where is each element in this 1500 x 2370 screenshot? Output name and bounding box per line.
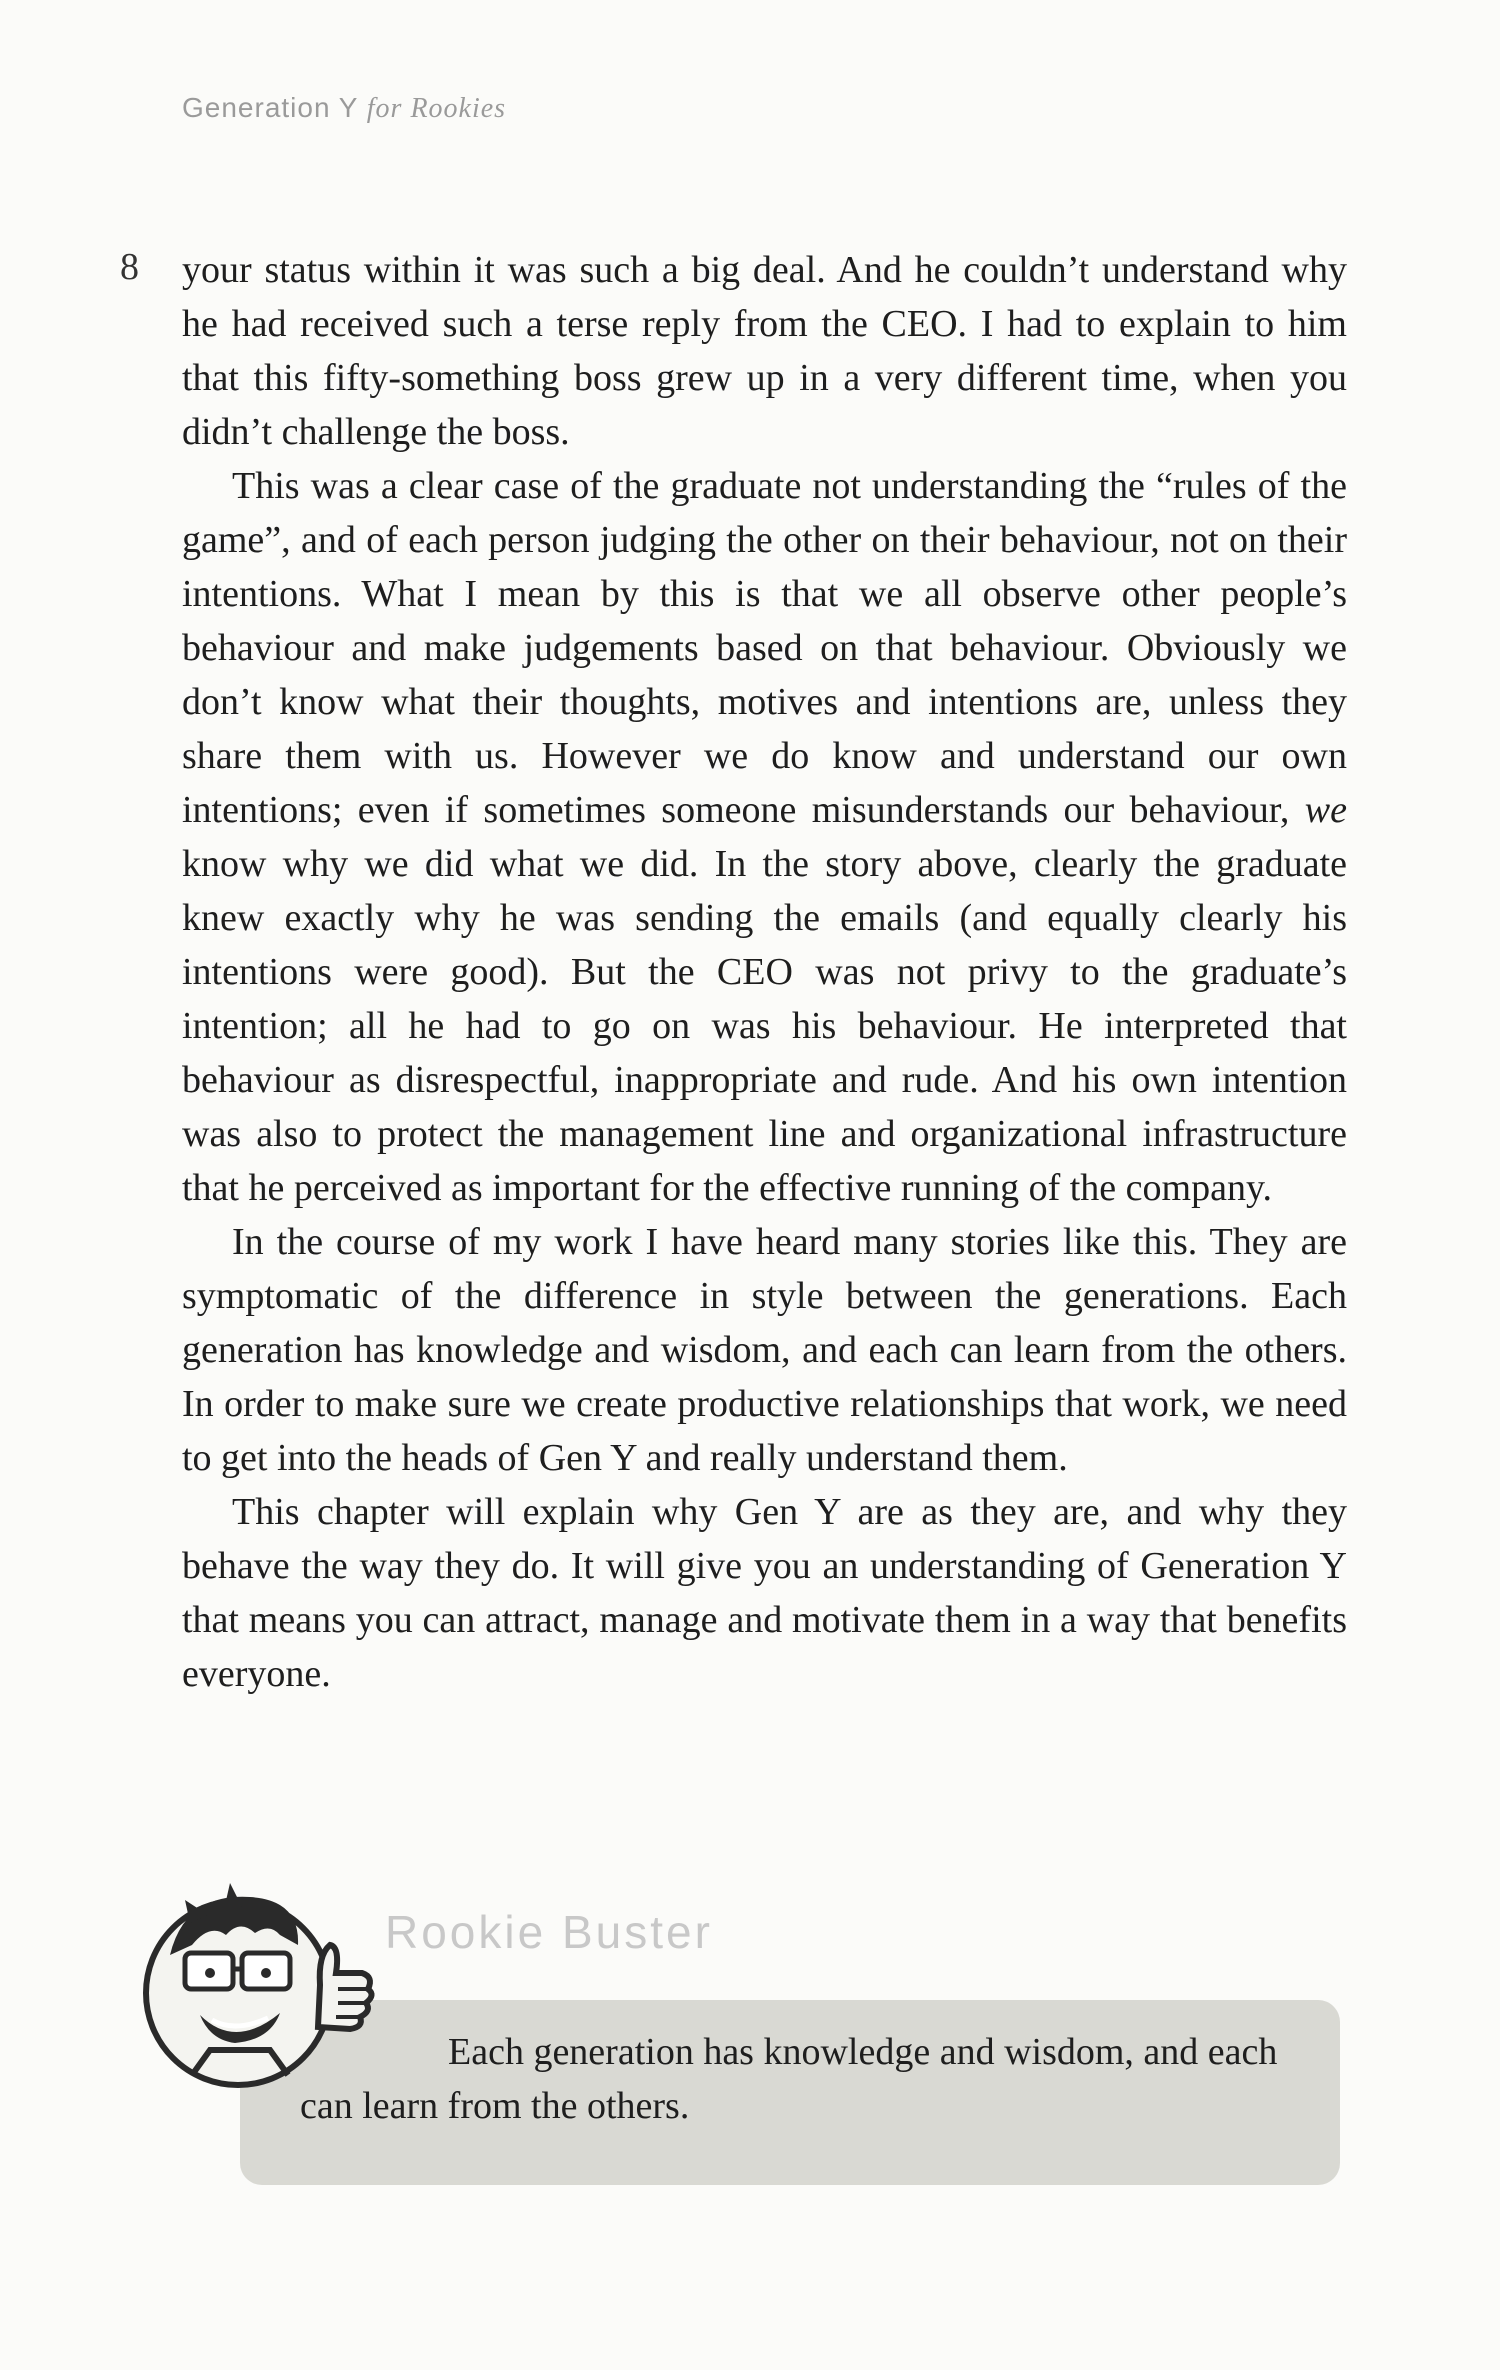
running-head-title: Generation Y [182, 92, 367, 123]
paragraph-1 [182, 243, 1347, 459]
body-text [182, 243, 1347, 1701]
rookie-buster-quote [300, 2025, 1320, 2133]
rookie-buster-callout [130, 1875, 1360, 2195]
paragraph-2-tail: know why we did what we did. In the story above, clearly the graduate knew exactly why he was sending the emails (and equally clearly his intentions were good). But the CEO was not privy to the graduate’s intention; all he had to go on was his behaviour. He interpreted that behaviour as disrespectful, inappropriate and rude. And his own intention was also to protect the management line and organizational infrastructure that he perceived as important for the effective running of the company. [182, 843, 1347, 1209]
rookie-mascot-thumbs-up-icon [130, 1875, 380, 2125]
page-number: 8 [120, 246, 139, 288]
paragraph-4 [182, 1485, 1347, 1701]
running-head-title-italic: for Rookies [366, 93, 507, 124]
paragraph-2 [182, 459, 1347, 1215]
paragraph-2-text: This was a clear case of the graduate not understanding the “rules of the game”, and of each person judging the other on their behaviour, not on their intentions. What I mean by this is that we all observe other people’s behaviour and make judgements based on that behaviour. Obviously we don’t know what their thoughts, motives and intentions are, unless they share them with us. However we do know and understand our own intentions; even if sometimes someone misunderstands our behaviour, [182, 465, 1347, 831]
paragraph-1-text: your status within it was such a big deal. And he couldn’t understand why he had received such a terse reply from the CEO. I had to explain to him that this fifty-something boss grew up in a very different time, when you didn’t challenge the boss. [182, 249, 1347, 453]
paragraph-3-text: In the course of my work I have heard many stories like this. They are symptomatic of the difference in style between the generations. Each generation has knowledge and wisdom, and each can learn from the others. In order to make sure we create productive relationships that work, we need to get into the heads of Gen Y and really understand them. [182, 1221, 1347, 1479]
paragraph-2-emphasis: we [1304, 789, 1348, 831]
running-head [182, 92, 506, 125]
paragraph-4-text: This chapter will explain why Gen Y are as they are, and why they behave the way they do. It will give you an understanding of Generation Y that means you can attract, manage and motivate them in a way that benefits everyone. [182, 1491, 1347, 1695]
paragraph-3 [182, 1215, 1347, 1485]
rookie-buster-quote-text: Each generation has knowledge and wisdom, and each can learn from the others. [300, 2031, 1278, 2127]
rookie-buster-title: Rookie Buster [385, 1906, 713, 1958]
